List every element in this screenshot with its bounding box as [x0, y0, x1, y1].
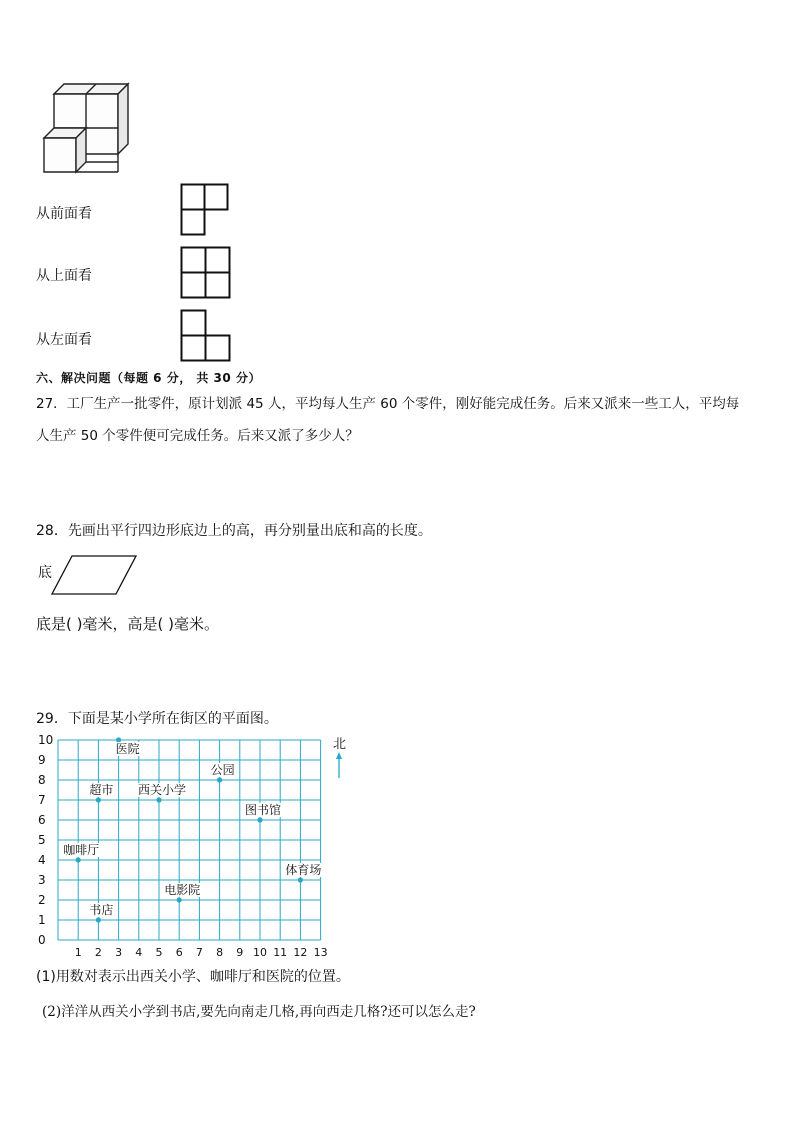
north-arrow-icon — [336, 752, 342, 778]
left-view-figure — [180, 309, 232, 365]
x-tick-label: 5 — [155, 946, 163, 959]
parallelogram-figure — [50, 554, 140, 596]
x-tick-label: 8 — [216, 946, 224, 959]
x-tick-label: 6 — [175, 946, 183, 959]
question-27-line1: 27．工厂生产一批零件，原计划派 45 人，平均每人生产 60 个零件，刚好能完成任务。后来又派来一些工人，平均每 — [36, 396, 740, 412]
y-tick-label: 1 — [38, 913, 46, 927]
y-tick-label: 6 — [38, 813, 46, 827]
x-tick-label: 10 — [253, 946, 267, 959]
map-point-marker — [217, 777, 222, 782]
question-29-part2: (2)洋洋从西关小学到书店,要先向南走几格,再向西走几格?还可以怎么走? — [42, 1004, 476, 1020]
left-view-label: 从左面看 — [36, 332, 92, 348]
question-27-line2: 人生产 50 个零件便可完成任务。后来又派了多少人？ — [36, 428, 359, 444]
front-view-label: 从前面看 — [36, 206, 92, 222]
cube-stack-figure — [36, 78, 136, 178]
map-point-label: 体育场 — [285, 863, 322, 877]
map-point-label: 医院 — [115, 742, 140, 756]
top-view-label: 从上面看 — [36, 268, 92, 284]
x-tick-label: 13 — [313, 946, 328, 959]
map-point-label: 超市 — [89, 783, 114, 797]
x-tick-label: 4 — [135, 946, 143, 959]
x-tick-label: 12 — [293, 946, 308, 959]
y-tick-label: 2 — [38, 893, 46, 907]
base-label: 底 — [38, 565, 52, 581]
y-tick-label: 4 — [38, 853, 46, 867]
street-grid-map — [30, 730, 360, 962]
question-29: 29．下面是某小学所在街区的平面图。 — [36, 711, 278, 727]
map-point-marker — [257, 817, 262, 822]
north-label: 北 — [333, 737, 347, 752]
y-tick-label: 9 — [38, 753, 46, 767]
map-point-label: 书店 — [89, 903, 114, 917]
y-tick-label: 10 — [38, 733, 54, 747]
x-tick-labels — [75, 946, 328, 959]
map-points — [62, 737, 322, 922]
question-27 — [36, 388, 776, 452]
x-tick-label: 2 — [94, 946, 102, 959]
map-point-label: 咖啡厅 — [63, 843, 100, 857]
map-point-label: 电影院 — [164, 883, 201, 897]
x-tick-label: 7 — [195, 946, 203, 959]
question-28: 28．先画出平行四边形底边上的高，再分别量出底和高的长度。 — [36, 523, 432, 539]
y-tick-label: 7 — [38, 793, 46, 807]
map-point-label: 图书馆 — [245, 803, 282, 817]
map-point-label: 西关小学 — [138, 783, 187, 797]
x-tick-label: 9 — [236, 946, 244, 959]
map-point-marker — [96, 797, 101, 802]
question-29-part1: (1)用数对表示出西关小学、咖啡厅和医院的位置。 — [36, 969, 350, 985]
question-28-answer: 底是( )毫米，高是( )毫米。 — [36, 615, 219, 633]
section-title: 六、解决问题（每题 6 分， 共 30 分） — [36, 371, 261, 385]
x-tick-label: 11 — [273, 946, 288, 959]
y-tick-label: 5 — [38, 833, 46, 847]
map-point-marker — [298, 877, 303, 882]
map-point-marker — [96, 917, 101, 922]
map-point-marker — [76, 857, 81, 862]
top-view-figure — [180, 246, 232, 302]
front-view-figure — [180, 183, 230, 239]
x-tick-label: 3 — [115, 946, 123, 959]
y-tick-label: 8 — [38, 773, 46, 787]
map-point-label: 公园 — [210, 763, 235, 777]
map-point-marker — [156, 797, 161, 802]
y-tick-label: 0 — [38, 933, 46, 947]
x-tick-label: 1 — [74, 946, 82, 959]
map-point-marker — [177, 897, 182, 902]
y-tick-labels — [38, 733, 53, 947]
y-tick-label: 3 — [38, 873, 46, 887]
